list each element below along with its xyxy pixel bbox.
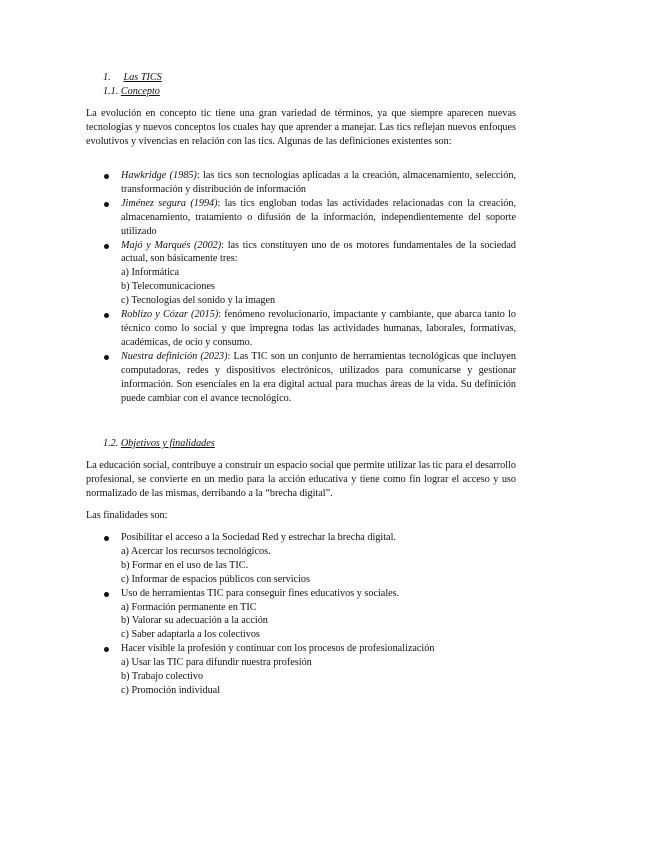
definition-item	[86, 197, 516, 239]
finalidad-subitem: b) Formar en el uso de las TIC.	[121, 559, 249, 571]
finalidad-subitem: b) Trabajo colectivo	[121, 671, 204, 683]
education-paragraph: La educación social, contribuye a construir un espacio social que permite utilizar las tic para el desarrollo profesional, se convierte en un medio para la acción educativa y tiene como fin lograr el acceso y uso normalizado de las mismas, derribando a la “brecha digital”.	[86, 460, 516, 499]
intro-paragraph: La evolución en concepto tic tiene una gran variedad de términos, ya que siempre aparecen nuevas tecnologías y nuevos conceptos los cuales hay que aprender a manejar. Las tics reflejan nuevos enfoques evolutivos y vivencias en relación con las tics. Algunas de las definiciones existentes son:	[86, 108, 516, 147]
finalidad-subitem: b) Valorar su adecuación a la acción	[121, 615, 268, 627]
finalidad-subitem: c) Informar de espacios públicos con servicios	[121, 573, 310, 585]
definition-author: Majó y Marqués (2002)	[121, 239, 222, 251]
finalidad-subitem: c) Saber adaptarla a los colectivos	[121, 629, 260, 641]
finalidad-item	[86, 587, 516, 643]
definition-subitem: a) Informática	[121, 267, 179, 279]
section-1-number: 1.	[103, 72, 111, 83]
definition-text: : Las TIC son un conjunto de herramientas tecnológicas que incluyen computadoras, redes y dispositivos electrónicos, utilizados para comunicarse y gestionar información. Son esenciales en la era digital actual para muchas áreas de la vida. Su definición puede cambiar con el avance tecnológico.	[121, 350, 517, 404]
section-1-1-heading	[103, 85, 160, 99]
definition-text: : las tics son tecnologías aplicadas a la creación, almacenamiento, selección, transformación y distribución de información	[121, 170, 516, 195]
definition-item	[86, 239, 516, 309]
finalidad-subitem: a) Usar las TIC para difundir nuestra profesión	[121, 657, 312, 669]
definition-subitem: b) Telecomunicaciones	[121, 281, 215, 293]
section-1-title: Las TICS	[123, 72, 162, 83]
finalidad-item	[86, 531, 516, 587]
finalidad-text: Posibilitar el acceso a la Sociedad Red y estrechar la brecha digital.	[121, 532, 396, 543]
finalidad-subitem: c) Promoción individual	[121, 684, 221, 696]
definition-item	[86, 350, 516, 406]
section-1-2-heading	[103, 437, 215, 451]
definition-item	[86, 169, 516, 197]
definition-author: Hawkridge (1985)	[121, 170, 197, 181]
definition-text: : fenómeno revolucionario, impactante y cambiante, que abarca tanto lo técnico como lo social y que impregna todas las actividades humanas, laborales, formativas, académicas, de ocio y consumo.	[121, 309, 516, 348]
finalidad-text: Hacer visible la profesión y continuar con los procesos de profesionalización	[121, 643, 435, 655]
definition-author: Roblizo y Cózar (2015)	[121, 309, 219, 321]
finalidad-subitem: a) Acercar los recursos tecnológicos.	[121, 545, 271, 557]
finalidad-subitem: a) Formación permanente en TIC	[121, 601, 257, 613]
finalidad-text: Uso de herramientas TIC para conseguir fines educativos y sociales.	[121, 587, 400, 599]
section-1-1-title: Concepto	[120, 86, 160, 97]
finalidades-label: Las finalidades son:	[86, 510, 168, 521]
section-1-2-title: Objetivos y finalidades	[120, 438, 215, 449]
finalidad-item	[86, 642, 516, 698]
finalidades-list	[86, 531, 516, 698]
definitions-list	[86, 169, 516, 405]
definition-author: Jiménez segura (1994)	[121, 197, 218, 209]
definition-author: Nuestra definición (2023)	[121, 350, 228, 362]
section-1-1-number: 1.1.	[103, 86, 119, 97]
definition-text: : las tics engloban todas las actividades relacionadas con la creación, almacenamiento, tratamiento o difusión de la información, independientemente del soporte utilizado	[121, 197, 517, 237]
definition-text: : las tics constituyen uno de os motores fundamentales de la sociedad actual, son básicamente tres:	[121, 239, 516, 265]
definition-item	[86, 308, 516, 350]
section-1-2-number: 1.2.	[103, 438, 119, 449]
definition-subitem: c) Tecnologías del sonido y la imagen	[121, 295, 276, 307]
section-1-heading	[103, 71, 162, 85]
